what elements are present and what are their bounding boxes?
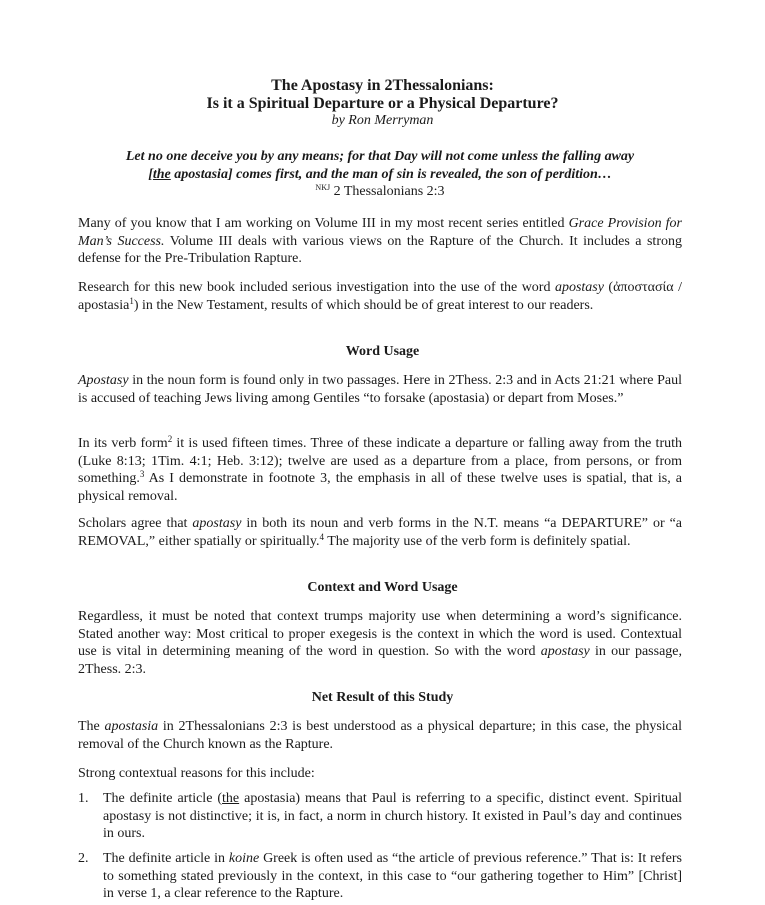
paragraph-2: Research for this new book included serious investigation into the use of the word apostasy (ἀποστασία / apostasia$^1$) in the New Testament, results of which should be of great interest to our readers. [78,280,682,313]
byline: by Ron Merryman [331,113,434,128]
epigraph-line-1: Let no one deceive you by any means; for that Day will not come unless the falling away [125,149,635,164]
list-item-number: 2. [78,851,89,866]
paragraph-8: Strong contextual reasons for this include: [78,766,315,781]
title-line-1: The Apostasy in 2Thessalonians: [271,77,494,94]
paragraph-3: Apostasy in the noun form is found only in two passages. Here in 2Thess. 2:3 and in Acts 21:21 where Paul is accused of teaching Jews living among Gentiles “to forsake (apostasia) or depart from Moses.” [78,373,682,406]
heading-context-word-usage: Context and Word Usage [307,580,458,595]
list-item [78,790,682,843]
list-item-number: 1. [78,791,89,806]
list-item [78,850,682,903]
paragraph-6: Regardless, it must be noted that context trumps majority use when determining a word’s significance. Stated another way: Most critical to proper exegesis is the context in which the word is used. Contextual use is vital in determining meaning of the word in question. So with the word apostasy in our passage, 2Thess. 2:3. [78,609,682,677]
list-item-text: The definite article (the apostasia) means that Paul is referring to a specific, distinct event. Spiritual apostasy is not distinctive; it is, in fact, a norm in church history. It existed in Paul’s day and continues in ours. [103,791,682,841]
epigraph-reference: $^{NKJ}$ 2 Thessalonians 2:3 [315,183,445,199]
paragraph-5: Scholars agree that apostasy in both its noun and verb forms in the N.T. means “a DEPARTURE” or “a REMOVAL,” either spatially or spiritually.$^4$ The majority use of the verb form is definitely spatial. [78,516,683,549]
heading-net-result: Net Result of this Study [311,690,454,705]
epigraph [78,148,682,200]
heading-word-usage: Word Usage [345,344,420,359]
list-item-text: The definite article in koine Greek is often used as “the article of previous reference.” That is: It refers to something stated previously in the context, in this case to “our gathering together to Him” [Christ] in verse 1, a clear reference to the Rapture. [103,851,682,901]
paragraph-7: The apostasia in 2Thessalonians 2:3 is best understood as a physical departure; in this case, the physical removal of the Church known as the Rapture. [78,719,682,752]
title-line-2: Is it a Spiritual Departure or a Physical Departure? [206,95,559,112]
epigraph-line-2: [the apostasia] comes first, and the man of sin is revealed, the son of perdition… [148,166,612,182]
paragraph-4: In its verb form$^2$ it is used fifteen times. Three of these indicate a departure or falling away from the truth (Luke 8:13; 1Tim. 4:1; Heb. 3:12); twelve are used as a departure from a place, from persons, or from something.$^3$ As I demonstrate in footnote 3, the emphasis in all of these twelve uses is spatial, that is, a physical removal. [78,434,683,504]
paragraph-1: Many of you know that I am working on Volume III in my most recent series entitled Grace Provision for Man’s Success. Volume III deals with various views on the Rapture of the Church. It includes a strong defense for the Pre-Tribulation Rapture. [78,216,682,266]
